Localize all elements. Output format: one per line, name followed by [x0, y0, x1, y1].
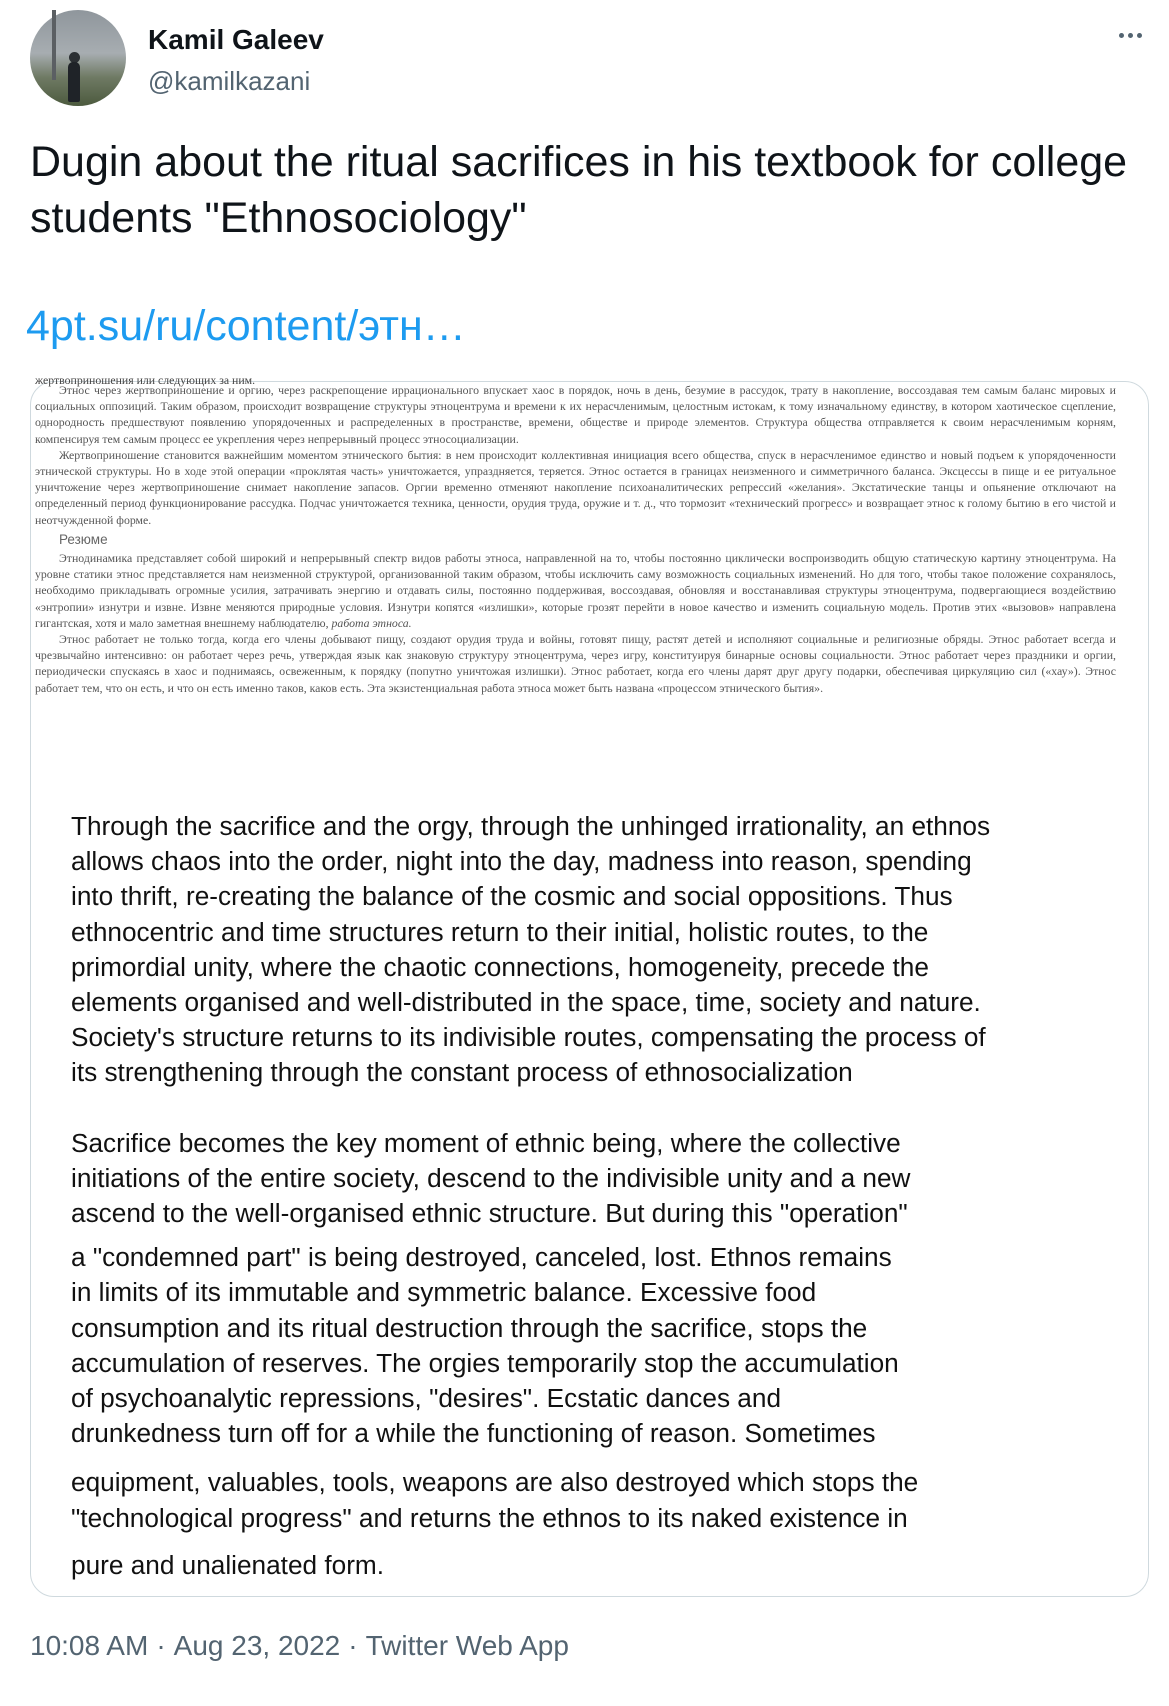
scan-paragraph: Этнос работает не только тогда, когда его члены добывают пищу, создают орудия труда и войны, готовят пищу, растят детей и исполняют социальные и религиозные обряды. Этнос работает всегда и чрезвычайно интенсивно: он работает через речь, утверждая язык как знаковую структуру этноцентрума, через игру, конституируя бинарные основы социальности. Этнос работает через праздники и оргии, периодически спускаясь в хаос и поднимаясь, освеженным, к порядку (попутно уничтожая излишки). Этнос работает, когда его члены дарят друг другу подарки, обеспечивая циркуляцию сил («хау»). Этнос работает тем, что он есть, и что он есть именно таков, каков есть. Эта экзистенциальная работа этноса может быть названа «процессом этнического бытия». [35, 632, 1116, 695]
scan-emphasis: работа этноса. [331, 615, 412, 630]
english-translation [71, 809, 1121, 1583]
avatar-pole-shape [52, 10, 56, 80]
scan-heading: Резюме [59, 531, 108, 547]
tweet-image[interactable] [30, 373, 1149, 1597]
more-dot [1128, 33, 1133, 38]
scan-paragraph: Этнос через жертвоприношение и оргию, через раскрепощение иррационального впускает хаос в порядок, ночь в день, безумие в рассудок, трату в накопление, воссоздавая тем самым баланс мировых и социальных оппозиций. Таким образом, происходит возвращение структуры этноцентрума и времени к их нерасчленимым, целостным истокам, к тому изначальному единству, в котором хаотическое сцепление, однородность предшествуют появлению упорядоченных и распределенных в пространстве, времени, обществе и природе элементов. Структура общества отправляется к своим нерасчленимым корням, компенсируя тем самым процесс ее укрепления через непрерывный процесс этносоциализации. [35, 383, 1116, 446]
author-handle[interactable]: @kamilkazani [148, 66, 311, 96]
scan-paragraph: Жертвоприношение становится важнейшим моментом этнического бытия: в нем происходит коллективная инициация всего общества, спуск в нерасчленимое единство и новый подъем к упорядоченности этнической структуры. Но в ходе этой операции «проклятая часть» уничтожается, упраздняется, теряется. Этнос остается в границах неизменного и симметричного баланса. Эксцессы в пище и ее ритуальное уничтожение через жертвоприношение снимает накопление запасов. Оргии временно отменяют накопление психоаналитических репрессий «желания». Экстатические танцы и опьянение отключают на определенный период функционирование рассудка. Подчас уничтожается техника, ценности, орудия труда, оружие и т. д., что тормозит «технический прогресс» и возвращает этнос к голому бытию в его чистой и неотчужденной форме. [35, 447, 1116, 527]
more-dot [1119, 33, 1124, 38]
translation-block: Through the sacrifice and the orgy, through the unhinged irrationality, an ethnos allows chaos into the order, night into the day, madness into reason, spending into thrift, re-creating the balance of the cosmic and social oppositions. Thus ethnocentric and time structures return to their initial, holistic routes, to the primordial unity, where the chaotic connections, homogeneity, precede the elements organised and well-distributed in the space, time, society and nature. Society's structure returns to its indivisible routes, compensating the process of its strengthening through the constant process of ethnosocialization [71, 811, 991, 1088]
tweet-metadata [30, 1630, 569, 1662]
more-options-icon[interactable] [1110, 20, 1150, 50]
more-dot [1137, 33, 1142, 38]
meta-separator: · [348, 1630, 358, 1661]
scan-paragraph-text: Этнодинамика представляет собой широкий и непрерывный спектр видов работы этноса, направленной на то, чтобы постоянно циклически воспроизводить общую статическую картину этноцентрума. На уровне статики этнос представляется нам неизменной структурой, организованной таким образом, чтобы исключить саму возможность социальных изменений. Но для того, чтобы такое положение сохранялось, необходимо прикладывать огромные усилия, затрачивать энергию и отдавать силы, постоянно поддерживая, воссоздавая, обновляя и восстанавливая структуры этноцентрума, подвергающиеся воздействию «энтропии» изнутри и извне. Извне меняются природные условия. Изнутри копятся «излишки», которые грозят перейти в новое качество и изменить социальную модель. Против этих «вызовов» направлена гигантская, хотя и мало заметная внешнему наблюдателю, [35, 551, 1116, 630]
author-display-name[interactable]: Kamil Galeev [148, 24, 324, 55]
scan-cut-line: жертвоприношения или следующих за ним. [35, 373, 256, 387]
meta-separator: · [156, 1630, 166, 1661]
scan-paragraph [35, 550, 1116, 631]
tweet-header [30, 10, 1150, 110]
avatar-person-shape [68, 62, 80, 102]
avatar[interactable] [30, 10, 126, 106]
translation-block: pure and unalienated form. [71, 1549, 385, 1580]
scanned-russian-text [31, 373, 1148, 777]
translation-block: Sacrifice becomes the key moment of ethnic being, where the collective initiations of the entire society, descend to the indivisible unity and a new ascend to the well-organised ethnic structure. But during this "operation" [71, 1127, 911, 1229]
translation-block: equipment, valuables, tools, weapons are also destroyed which stops the "technological progress" and returns the ethnos to its naked existence in [71, 1467, 919, 1533]
translation-block: a "condemned part" is being destroyed, canceled, lost. Ethnos remains in limits of its immutable and symmetric balance. Excessive food consumption and its ritual destruction through the sacrifice, stops the accumulation of reserves. The orgies temporarily stop the accumulation of psychoanalytic repressions, "desires". Ecstatic dances and drunkedness turn off for a while the functioning of reason. Sometimes [71, 1242, 899, 1449]
tweet-text: Dugin about the ritual sacrifices in his textbook for college students "Ethnosociology" [30, 138, 1128, 242]
tweet-link[interactable]: 4pt.su/ru/content/этн… [26, 302, 466, 350]
tweet-source[interactable]: Twitter Web App [365, 1630, 569, 1661]
tweet-time[interactable]: 10:08 AM [30, 1630, 149, 1661]
tweet-date[interactable]: Aug 23, 2022 [173, 1630, 341, 1661]
